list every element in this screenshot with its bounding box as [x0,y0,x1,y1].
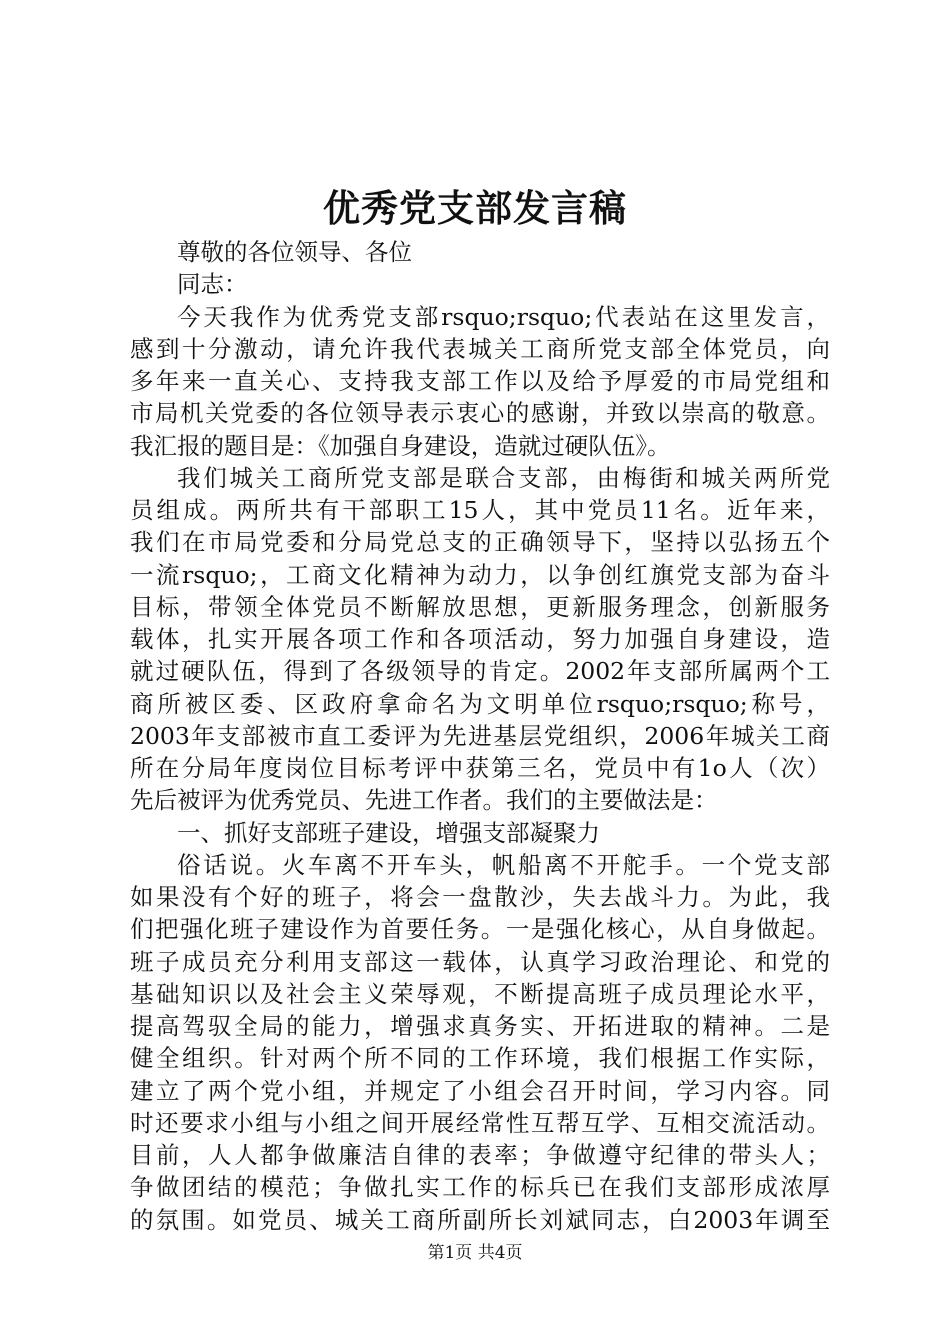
text-line: 建立了两个党小组，并规定了小组会召开时间，学习内容。同 [130,1076,830,1105]
document-body [130,236,830,1236]
text-line: 我们城关工商所党支部是联合支部，由梅街和城关两所党 [177,463,830,492]
text-line: 我汇报的题目是：《加强自身建设，造就过硬队伍》。 [130,431,671,460]
text-line: 提高驾驭全局的能力，增强求真务实、开拓进取的精神。二是 [130,1012,830,1040]
text-line: 一、抓好支部班子建设，增强支部凝聚力 [177,818,600,847]
text-line: 所在分局年度岗位目标考评中获第三名，党员中有1o人（次） [130,754,830,782]
text-line: 俗话说。火车离不开车头，帆船离不开舵手。一个党支部 [177,850,830,879]
text-line: 我们在市局党委和分局党总支的正确领导下，坚持以弘扬五个 [130,528,830,557]
text-line: 健全组织。针对两个所不同的工作环境，我们根据工作实际， [130,1044,830,1073]
text-line: 先后被评为优秀党员、先进工作者。我们的主要做法是： [130,786,718,815]
text-line: 市局机关党委的各位领导表示衷心的感谢，并致以崇高的敬意。 [130,399,830,428]
text-line: 班子成员充分利用支部这一载体，认真学习政治理论、和党的 [130,947,830,976]
text-line: 载体，扎实开展各项工作和各项活动，努力加强自身建设，造 [130,625,830,653]
text-line: 商所被区委、区政府拿命名为文明单位rsquo;rsquo;称号， [130,689,830,718]
text-line: 多年来一直关心、支持我支部工作以及给予厚爱的市局党组和 [130,367,830,395]
text-line: 员组成。两所共有干部职工15人，其中党员11名。近年来， [130,496,830,524]
page-indicator: 第1页 共4页 [427,1243,523,1263]
text-line: 一流rsquo;，工商文化精神为动力，以争创红旗党支部为奋斗 [130,560,830,589]
text-line: 目标，带领全体党员不断解放思想，更新服务理念，创新服务 [130,592,830,621]
text-line: 感到十分激动，请允许我代表城关工商所党支部全体党员，向 [130,334,830,363]
text-line: 2003年支部被市直工委评为先进基层党组织，2006年城关工商 [130,721,830,750]
text-line: 时还要求小组与小组之间开展经常性互帮互学、互相交流活动。 [130,1108,830,1137]
text-line: 基础知识以及社会主义荣辱观，不断提高班子成员理论水平， [130,979,830,1008]
text-line: 目前，人人都争做廉洁自律的表率；争做遵守纪律的带头人； [130,1141,830,1169]
text-line: 争做团结的模范；争做扎实工作的标兵已在我们支部形成浓厚 [130,1173,830,1202]
text-line: 的氛围。如党员、城关工商所副所长刘斌同志，白2003年调至 [130,1205,830,1234]
text-line: 如果没有个好的班子，将会一盘散沙，失去战斗力。为此，我 [130,883,830,911]
text-line: 们把强化班子建设作为首要任务。一是强化核心，从自身做起。 [130,915,830,944]
text-line: 就过硬队伍，得到了各级领导的肯定。2002年支部所属两个工 [130,657,830,686]
document-title: 优秀党支部发言稿 [323,186,627,230]
text-line: 今天我作为优秀党支部rsquo;rsquo;代表站在这里发言， [177,302,830,331]
text-line: 尊敬的各位领导、各位 [177,238,412,266]
text-line: 同志： [177,270,248,299]
